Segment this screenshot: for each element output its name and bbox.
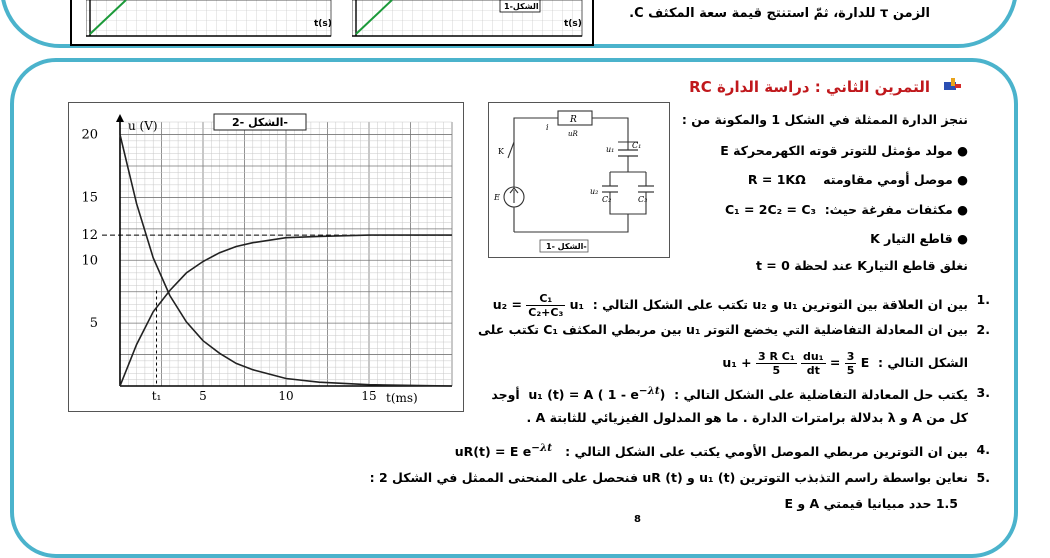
q2-den-3: 5: [846, 364, 855, 377]
voltage-chart: [68, 102, 464, 412]
label-R: R: [570, 115, 577, 125]
q1-lhs: u₂ =: [492, 297, 522, 312]
exercise-title: التمرين الثاني : دراسة الدارة RC: [689, 78, 930, 96]
label-u1: u₁: [606, 145, 615, 154]
mini-graph-2-axis: t(s): [564, 19, 582, 29]
label-K: K: [498, 147, 504, 156]
q1-numerator: C₁: [526, 292, 565, 306]
label-C3: C₃: [638, 195, 648, 204]
question-2-text: بين ان المعادلة التفاضلية التي يخضع التوتر u₁ بين مربطي المكثف C₁ تكتب على: [477, 322, 968, 337]
label-i: i: [546, 123, 549, 132]
capacitor-relation: C₁ = 2C₂ = C₃: [724, 202, 816, 217]
chart-title: الشكل -2-: [232, 116, 288, 129]
x-tick-label: t₁: [151, 389, 162, 403]
question-4-number: 4.: [976, 442, 990, 457]
x-tick-label: 15: [361, 389, 377, 403]
q1-denominator: C₂+C₃: [528, 306, 564, 319]
question-3-text: يكتب حل المعادلة التفاضلية على الشكل التالي :: [674, 387, 968, 403]
q2-frac-1: [756, 350, 797, 377]
bullet-switch: ● قاطع التيار K: [870, 231, 968, 246]
q1-fraction: [526, 292, 565, 319]
previous-question-text: الزمن τ للدارة، ثمّ استنتج قيمة سعة المكثف C.: [629, 6, 930, 21]
chart-ylabel: u (V): [128, 119, 158, 133]
question-1-number: 1.: [976, 292, 990, 307]
q2-den-2: dt: [806, 364, 820, 377]
mini-graph-1-axis: t(s): [314, 19, 332, 29]
question-2-number: 2.: [976, 322, 990, 337]
question-4: [455, 442, 968, 459]
label-C2: C₂: [602, 195, 612, 204]
mini-graph-2: [352, 0, 588, 40]
mini-graph-2-label: الشكل-1: [504, 2, 539, 11]
circuit-diagram: [488, 102, 670, 258]
previous-figure-strip: [70, 0, 594, 46]
question-1: [493, 292, 968, 319]
question-5-sub: 1.5 حدد مبيانيا قيمتي A و E: [784, 496, 958, 511]
question-1-text: بين ان العلاقة بين التوترين u₁ و u₂ تكتب على الشكل التالي :: [592, 297, 968, 312]
bullet-generator-text: مولد مؤمثل للتوتر قوته الكهرمحركة E: [720, 143, 953, 158]
q2-num-2: du₁: [803, 350, 824, 363]
close-switch-text: نغلق قاطع التيارK عند لحظة: [794, 258, 968, 273]
question-3: [491, 385, 968, 402]
q2-frac-2: [801, 350, 826, 377]
q2-den-1: 5: [772, 364, 781, 377]
q4-exponent: −λt: [531, 442, 553, 454]
bullet-generator: ● مولد مؤمثل للتوتر قوته الكهرمحركة E: [720, 143, 968, 158]
q3-exponent: −λt: [638, 385, 660, 397]
question-3b-text: كل من A و λ بدلالة برامترات الدارة . ما هو المدلول الفيزيائي للثابتة A .: [526, 410, 968, 425]
bullet-switch-text: قاطع التيار K: [870, 231, 953, 246]
circuit-caption: الشكل -1-: [546, 242, 587, 251]
q2-E: E: [860, 355, 870, 370]
bullet-resistor-text: موصل أومي مقاومته: [823, 172, 953, 187]
resistance-value: R = 1KΩ: [747, 172, 806, 187]
y-tick-label: 12: [81, 228, 98, 244]
q2-num-3: 3: [846, 350, 855, 363]
question-3-after: أوجد: [491, 387, 520, 403]
question-3-number: 3.: [976, 385, 990, 400]
q4-formula-main: uR(t) = E e: [454, 444, 532, 460]
question-5-number: 5.: [976, 470, 990, 485]
q2-frac-3: [845, 350, 857, 377]
close-switch-line: [756, 258, 968, 273]
q3-formula-main: u₁ (t) = A ( 1 - e: [528, 387, 639, 403]
label-E: E: [494, 193, 500, 202]
q2-equals: =: [829, 355, 841, 370]
q2-num-1: 3 R C₁: [757, 350, 795, 363]
question-3-formula: [528, 387, 665, 402]
x-tick-label: 5: [199, 389, 207, 403]
question-4-formula: [455, 444, 552, 459]
bullet-capacitors-text: مكثفات مفرغة حيث:: [824, 202, 953, 217]
y-tick-label: 10: [81, 253, 98, 269]
question-4-text: بين ان التوترين مربطي الموصل الأومي يكتب على الشكل التالي :: [565, 444, 968, 460]
bullet-capacitors: ● مكثفات مفرغة حيث: C₁ = 2C₂ = C₃: [724, 202, 968, 217]
y-tick-label: 15: [81, 190, 98, 206]
label-C1: C₁: [632, 141, 642, 150]
q2-u1: u₁ +: [722, 355, 752, 370]
label-uR: uR: [568, 130, 578, 138]
mini-graph-1: [86, 0, 336, 40]
intro-line: ننجز الدارة الممثلة في الشكل 1 والمكونة من :: [681, 112, 968, 127]
bullet-resistor: ● موصل أومي مقاومته R = 1KΩ: [747, 172, 968, 187]
pointer-hand-icon: [942, 76, 962, 94]
page-number: 8: [634, 514, 641, 525]
x-tick-label: 10: [278, 389, 294, 403]
q1-rhs: u₁: [569, 297, 585, 312]
y-tick-label: 5: [89, 316, 98, 332]
chart-xlabel: t(ms): [386, 391, 418, 405]
question-2b-text: الشكل التالي :: [878, 355, 968, 370]
close-switch-time: t = 0: [755, 258, 790, 273]
y-tick-label: 20: [81, 127, 98, 143]
question-5-text: نعاين بواسطة راسم التذبذب التوترين u₁ (t) و uR (t) فنحصل على المنحنى الممثل في الشكل 2 :: [369, 470, 968, 485]
question-1-formula: [492, 292, 585, 319]
chart-grid: [120, 122, 452, 386]
question-2b: [722, 350, 968, 377]
label-u2: u₂: [590, 187, 599, 196]
q3-close: ): [659, 387, 666, 403]
question-2-formula: [722, 350, 870, 377]
